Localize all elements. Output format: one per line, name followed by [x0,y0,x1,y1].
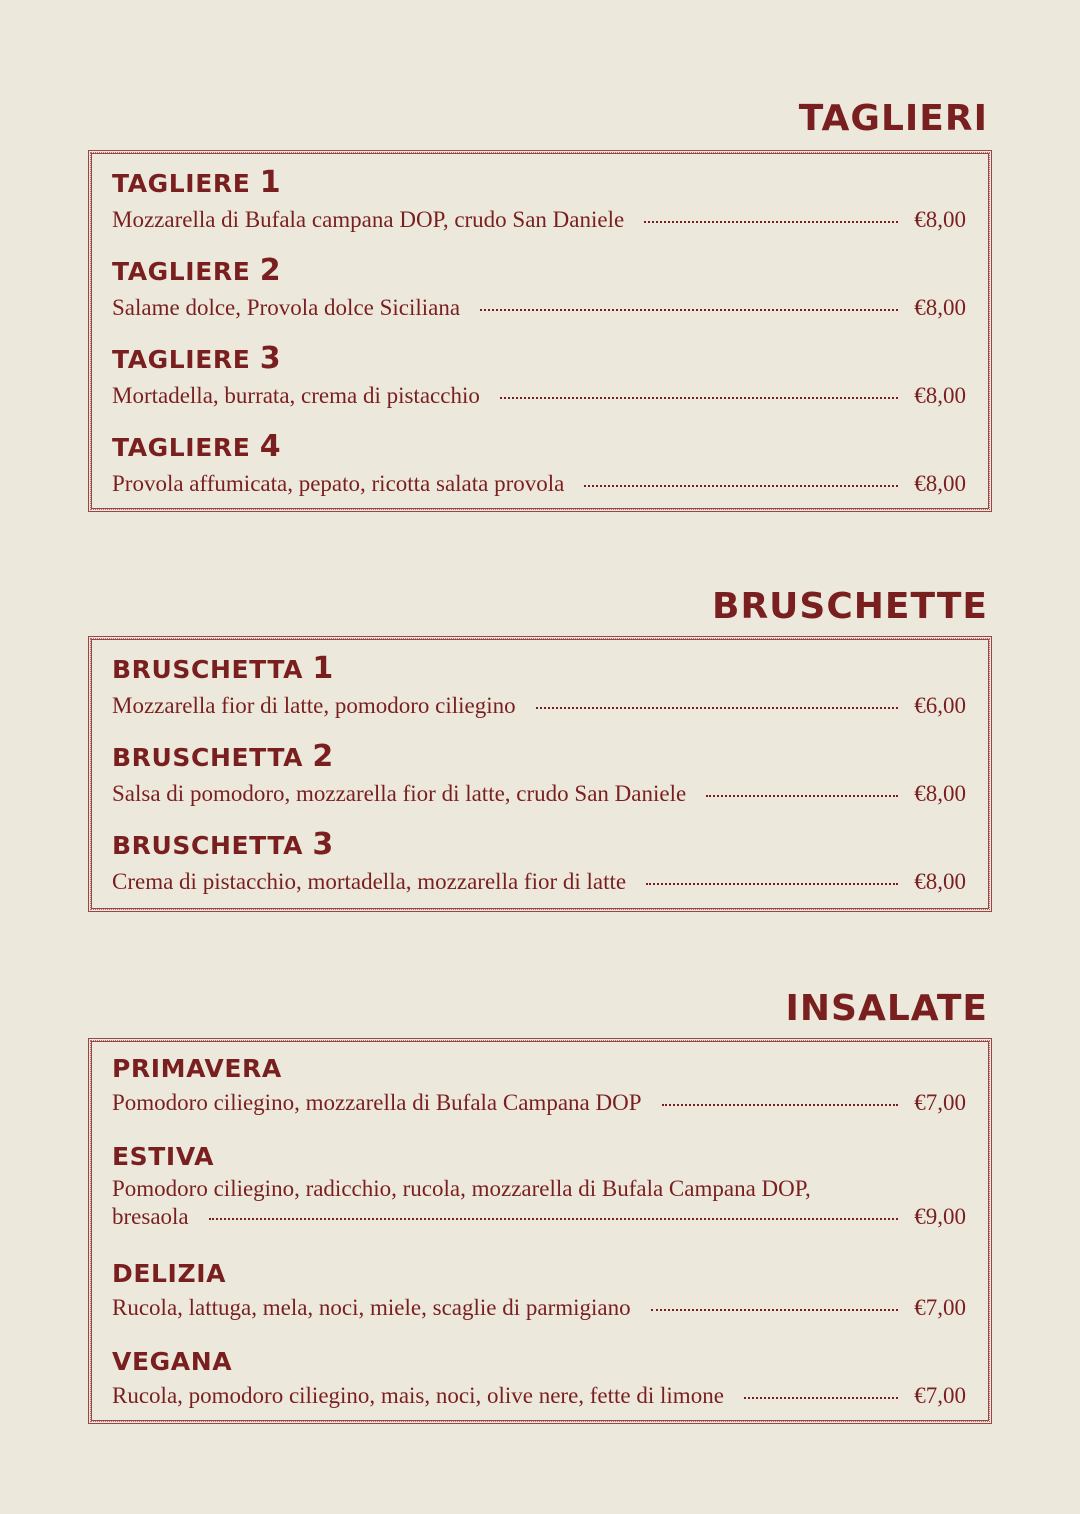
item-description: Rucola, lattuga, mela, noci, miele, scaglie di parmigiano [112,1295,631,1320]
item-description: Mozzarella fior di latte, pomodoro ciliegino [112,693,516,718]
item-price: €7,00 [914,1383,966,1408]
item-price: €9,00 [914,1203,966,1229]
dot-leader [646,883,898,885]
item-description: Crema di pistacchio, mortadella, mozzarella fior di latte [112,869,627,894]
item-price: €8,00 [914,383,966,408]
item-name: DELIZIA [112,1259,227,1288]
item-price: €8,00 [914,207,966,232]
menu-item [112,429,966,498]
item-name: TAGLIERE 2 [112,253,282,288]
section-title-bruschette: BRUSCHETTE [712,586,988,627]
item-description-line: Pomodoro ciliegino, radicchio, rucola, mozzarella di Bufala Campana DOP, [112,1176,811,1201]
item-description: Pomodoro ciliegino, mozzarella di Bufala Campana DOP [112,1090,642,1115]
dot-leader [644,221,898,223]
item-description: Salame dolce, Provola dolce Siciliana [112,295,461,320]
dot-leader [209,1218,899,1220]
menu-item [112,1144,966,1230]
dot-leader [662,1104,899,1106]
menu-item [112,165,966,234]
menu-box-bruschette [88,636,992,912]
menu-item [112,739,966,808]
item-description: Provola affumicata, pepato, ricotta salata provola [112,471,565,496]
menu-item [112,341,966,410]
item-description: Salsa di pomodoro, mozzarella fior di latte, crudo San Daniele [112,781,687,806]
dot-leader [480,309,898,311]
menu-box-insalate [88,1038,992,1424]
item-name: PRIMAVERA [112,1054,282,1083]
item-name: BRUSCHETTA 2 [112,739,334,774]
menu-item [112,827,966,896]
item-name: BRUSCHETTA 1 [112,651,334,686]
section-title-taglieri: TAGLIERI [798,98,988,139]
item-price: €7,00 [914,1295,966,1320]
item-name: VEGANA [112,1347,233,1376]
item-description: Mozzarella di Bufala campana DOP, crudo San Daniele [112,207,625,232]
menu-item [112,253,966,322]
menu-item [112,1261,966,1322]
item-name: BRUSCHETTA 3 [112,827,334,862]
item-price: €8,00 [914,295,966,320]
dot-leader [651,1309,899,1311]
menu-item [112,1056,966,1117]
item-price: €8,00 [914,781,966,806]
item-description: bresaola [112,1203,189,1229]
dot-leader [706,795,898,797]
item-name: TAGLIERE 1 [112,165,282,200]
item-price: €8,00 [914,869,966,894]
menu-item [112,1349,966,1410]
item-price: €8,00 [914,471,966,496]
item-name: ESTIVA [112,1142,215,1171]
item-description: Mortadella, burrata, crema di pistacchio [112,383,480,408]
menu-item [112,651,966,720]
item-description: Rucola, pomodoro ciliegino, mais, noci, olive nere, fette di limone [112,1383,724,1408]
item-price: €6,00 [914,693,966,718]
dot-leader [744,1397,898,1399]
section-title-insalate: INSALATE [785,988,988,1029]
dot-leader [536,707,899,709]
menu-box-taglieri [88,150,992,512]
item-price: €7,00 [914,1090,966,1115]
item-name: TAGLIERE 3 [112,341,282,376]
item-name: TAGLIERE 4 [112,429,282,464]
dot-leader [584,485,898,487]
dot-leader [500,397,898,399]
